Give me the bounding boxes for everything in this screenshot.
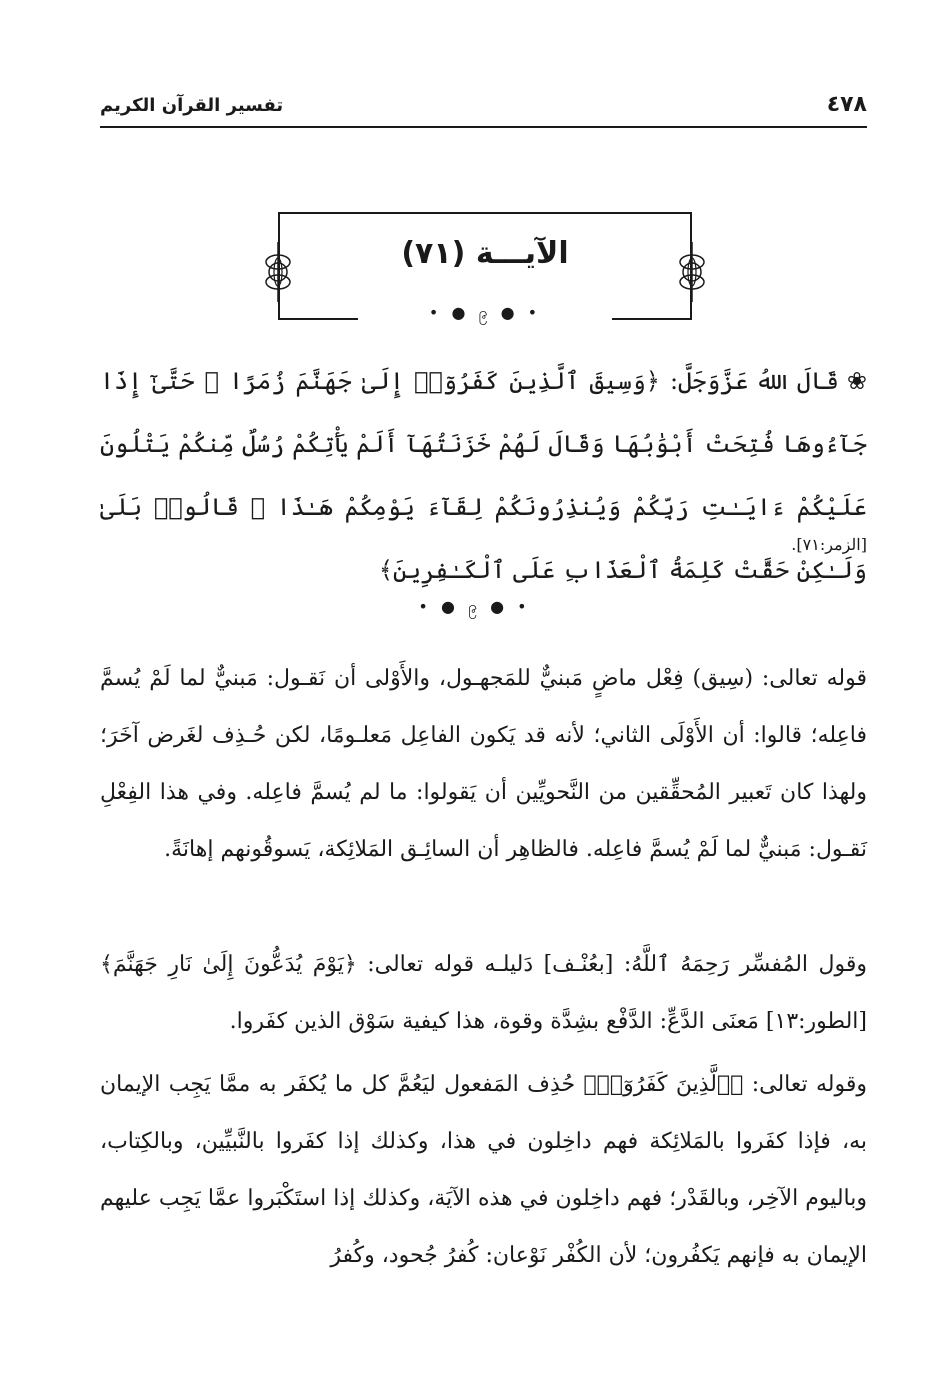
commentary-paragraph: وقوله تعالى: ﴿ٱلَّذِينَ كَفَرُوٓا۟﴾ حُذِف المَفعول ليَعُمَّ كل ما يُكفَر به ممَّا يَجِب الإيمان به، فإذا كفَروا بالمَلائِكة فهم داخِلون في هذا، وكذلك إذا كفَروا بالنَّبيِّين، وبالكِتاب، وباليوم الآخِر، وبالقَدْر؛ فهم داخِلون في هذه الآيَة، وكذلك إذا استَكْبَروا عمَّا يَجِب عليهم الإيمان به فإنهم يَكفُرون؛ لأن الكُفْر نَوْعان: كُفرُ جُحود، وكُفرُ bbox=[100, 1072, 867, 1268]
verse-text: قَالَ اللهُ عَزَّوَجَلَّ: ﴿وَسِيقَ ٱلَّذِينَ كَفَرُوٓا۟ إِلَىٰ جَهَنَّمَ زُمَرًا ۖ حَتَّىٰٓ إِذَا جَآءُوهَا فُتِحَتْ أَبْوَٰبُهَا وَقَالَ لَهُمْ خَزَنَتُهَآ أَلَمْ يَأْتِكُمْ رُسُلٌ مِّنكُمْ يَتْلُونَ عَلَيْكُمْ ءَايَـٰتِ رَبِّكُمْ وَيُنذِرُونَكُمْ لِقَآءَ يَوْمِكُمْ هَـٰذَا ۚ قَالُوا۟ بَلَىٰ وَلَـٰكِنْ حَقَّتْ كَلِمَةُ ٱلْعَذَابِ عَلَى ٱلْكَـٰفِرِينَ﴾ bbox=[100, 367, 867, 584]
page-number: ٤٧٨ bbox=[826, 92, 867, 117]
verse-reference: [الزمر:٧١]. bbox=[791, 535, 867, 554]
section-divider: • ● ၉ ● • bbox=[418, 597, 531, 616]
commentary-paragraph: قوله تعالى: (سِيق) فِعْل ماضٍ مَبنيٌّ للمَجهـول، والأَوْلى أن نَقـول: مَبنيٌّ لما لَمْ يُسمَّ فاعِله؛ قالوا: أن الأَوْلَى الثاني؛ لأنه قد يَكون الفاعِل مَعلـومًا، لكن حُـذِف لغَرض آخَرَ؛ ولهذا كان تَعبير المُحقِّقين من النَّحويِّين أن يَقولوا: ما لم يُسمَّ فاعِله. وفي هذا الفِعْلِ نَقـول: مَبنيٌّ لما لَمْ يُسمَّ فاعِله. فالظاهِر أن السائِـق المَلائِكة، يَسوقُونهم إهانَةً. bbox=[100, 666, 867, 862]
section-divider: • ● ၉ ● • bbox=[428, 303, 542, 322]
frame-top-border bbox=[278, 212, 692, 214]
section-title: الآيـــة (٧١) bbox=[401, 236, 569, 271]
quran-verse bbox=[100, 350, 867, 602]
book-title: تفسير القرآن الكريم bbox=[100, 95, 284, 116]
commentary-paragraph: وقول المُفسِّر رَحِمَهُ ٱللَّهُ: [بعُنْـف] دَليلـه قوله تعالى: ﴿يَوْمَ يُدَعُّونَ إِلَىٰ نَارِ جَهَنَّمَ﴾ [الطور:١٣] مَعنَى الدَّعِّ: الدَّفْع بشِدَّة وقوة، هذا كيفية سَوْق الذين كفَروا. bbox=[100, 952, 867, 1034]
page-header bbox=[100, 92, 867, 128]
flower-ornament-icon: ❀ bbox=[846, 367, 867, 395]
